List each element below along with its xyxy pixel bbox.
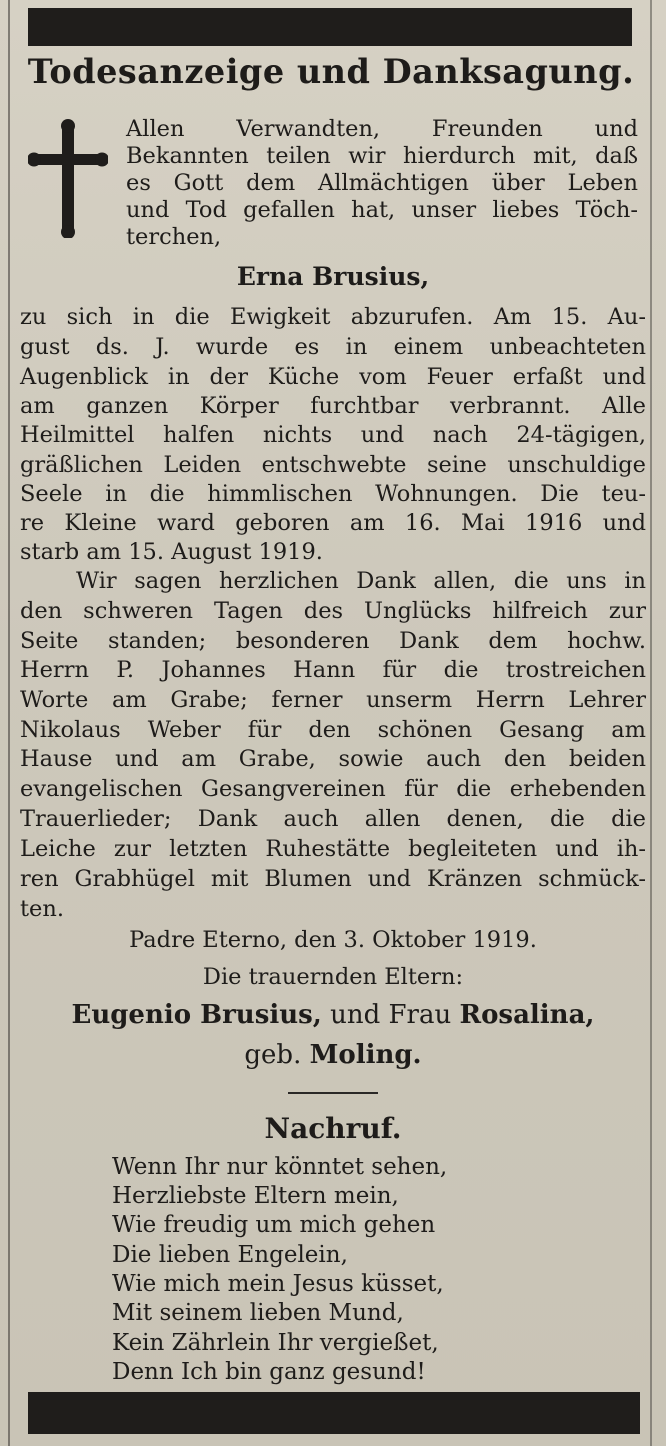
poem-line: Die lieben Engelein,: [112, 1242, 348, 1268]
intro-line: terchen,: [126, 224, 222, 250]
body-line: gräßlichen Leiden entschwebte seine unschuldige: [20, 452, 646, 478]
thanks-line: den schweren Tagen des Unglücks hilfreich zur: [20, 598, 646, 624]
body-line: Heilmittel halfen nichts und nach 24-tägigen,: [20, 422, 646, 448]
poem-line: Herzliebste Eltern mein,: [112, 1183, 399, 1209]
left-border-rule: [8, 0, 10, 1446]
cross-icon: [28, 118, 108, 238]
nachruf-title: Nachruf.: [264, 1112, 402, 1145]
poem-line: Denn Ich bin ganz gesund!: [112, 1359, 426, 1385]
body-line: re Kleine ward geboren am 16. Mai 1916 und: [20, 510, 646, 536]
thanks-line: Nikolaus Weber für den schönen Gesang am: [20, 717, 646, 743]
body-line: zu sich in die Ewigkeit abzurufen. Am 15. Au-: [20, 304, 646, 330]
poem-line: Wie freudig um mich gehen: [112, 1212, 436, 1238]
thanks-line: Seite standen; besonderen Dank dem hochw.: [20, 628, 646, 654]
body-line: Augenblick in der Küche vom Feuer erfaßt und: [20, 364, 646, 390]
poem-line: Kein Zährlein Ihr vergießet,: [112, 1330, 439, 1356]
maiden-name: Moling.: [309, 1040, 422, 1070]
bottom-black-bar: [28, 1392, 640, 1434]
mother-name: Rosalina,: [459, 1000, 595, 1030]
poem-line: Wie mich mein Jesus küsset,: [112, 1271, 444, 1297]
thanks-line: Wir sagen herzlichen Dank allen, die uns in: [76, 568, 646, 594]
notice-heading: Todesanzeige und Danksagung.: [27, 52, 635, 91]
thanks-line: Leiche zur letzten Ruhestätte begleiteten und ih-: [20, 836, 646, 862]
parents-line: [0, 1000, 666, 1030]
section-divider: [288, 1092, 378, 1094]
maiden-name-line: [0, 1040, 666, 1070]
intro-line: es Gott dem Allmächtigen über Leben: [126, 170, 638, 196]
body-line: am ganzen Körper furchtbar verbrannt. Alle: [20, 393, 646, 419]
body-line: starb am 15. August 1919.: [20, 539, 323, 565]
nee-text: geb.: [244, 1040, 310, 1070]
thanks-line: Herrn P. Johannes Hann für die trostreichen: [20, 657, 646, 683]
right-border-rule: [650, 0, 652, 1446]
thanks-line: Worte am Grabe; ferner unserm Herrn Lehrer: [20, 687, 646, 713]
thanks-line: Trauerlieder; Dank auch allen denen, die die: [20, 806, 646, 832]
intro-line: Allen Verwandten, Freunden und: [126, 116, 638, 142]
thanks-line: ren Grabhügel mit Blumen und Kränzen schmück-: [20, 866, 646, 892]
thanks-line: Hause und am Grabe, sowie auch den beiden: [20, 746, 646, 772]
poem-line: Mit seinem lieben Mund,: [112, 1300, 404, 1326]
thanks-line: ten.: [20, 896, 65, 922]
father-name: Eugenio Brusius,: [71, 1000, 322, 1030]
intro-line: und Tod gefallen hat, unser liebes Töch-: [126, 197, 638, 223]
place-date: Padre Eterno, den 3. Oktober 1919.: [129, 927, 537, 953]
mourners-line: Die trauernden Eltern:: [202, 964, 464, 990]
top-black-bar: [28, 8, 632, 46]
thanks-line: evangelischen Gesangvereinen für die erhebenden: [20, 776, 646, 802]
intro-line: Bekannten teilen wir hierdurch mit, daß: [126, 143, 638, 169]
body-line: Seele in die himmlischen Wohnungen. Die teu-: [20, 481, 646, 507]
poem-line: Wenn Ihr nur könntet sehen,: [112, 1154, 448, 1180]
body-line: gust ds. J. wurde es in einem unbeachteten: [20, 334, 646, 360]
deceased-name: Erna Brusius,: [236, 262, 430, 291]
and-wife-text: und Frau: [321, 1000, 460, 1030]
